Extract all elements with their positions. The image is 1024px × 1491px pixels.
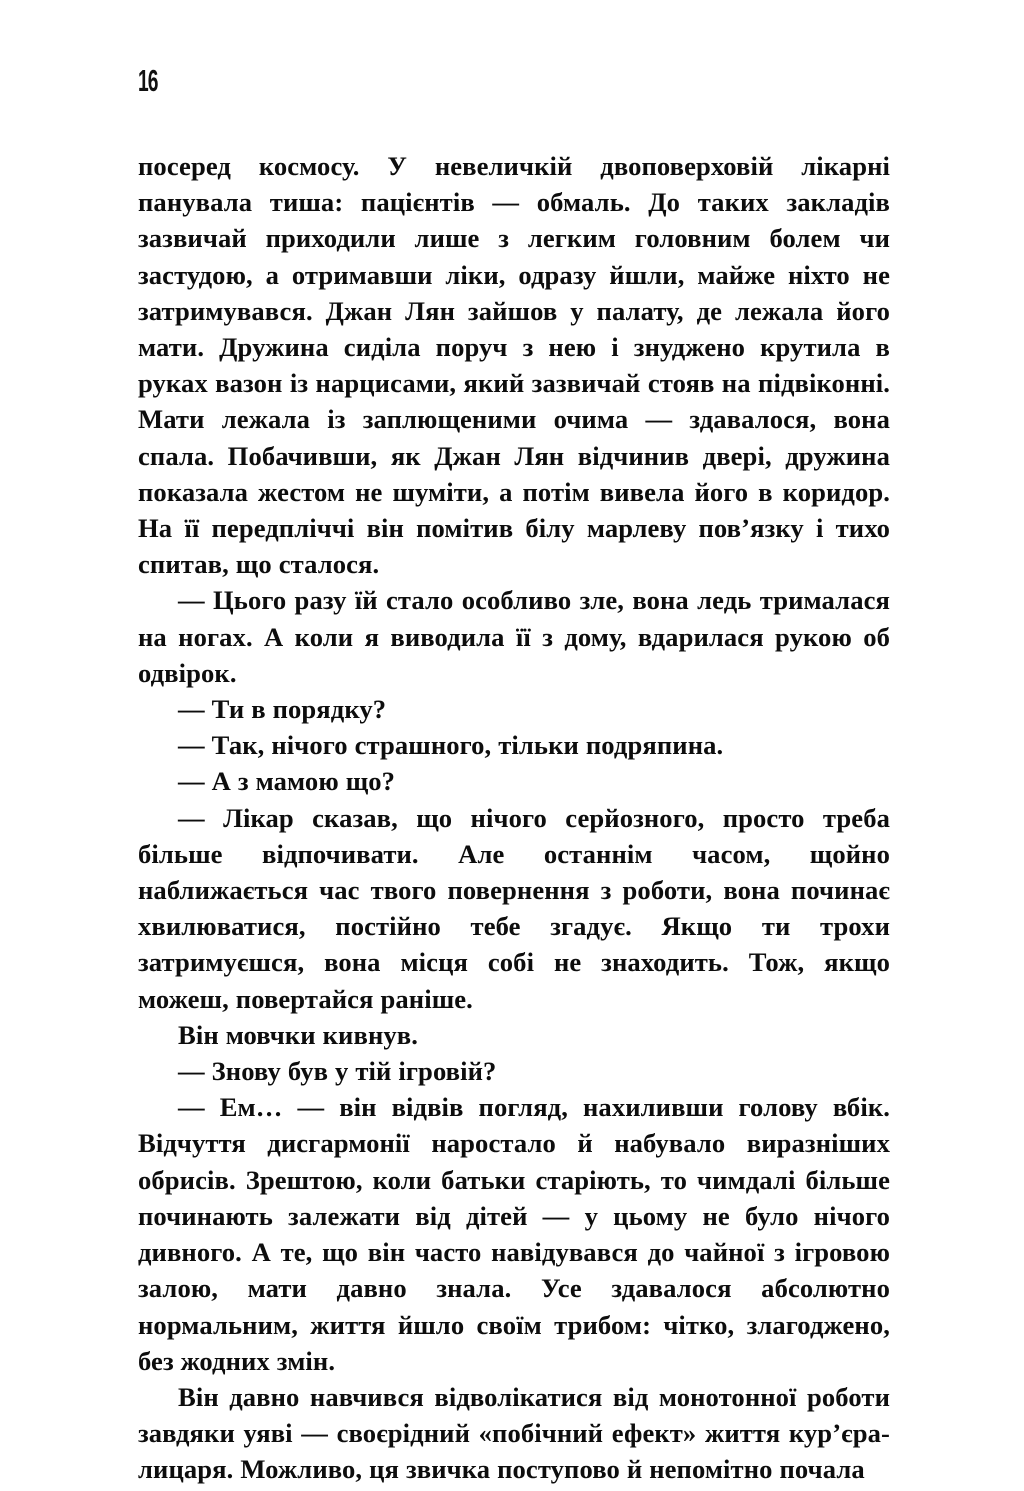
paragraph: Він давно навчився відволікатися від монотонної роботи завдяки уяві — своєрідний «побічний ефект» життя кур’єра-лицаря. Можливо, ця звичка поступово й непомітно почала (138, 1381, 890, 1485)
paragraph: Він мовчки кивнув. (178, 1019, 418, 1050)
paragraph: посеред космосу. У невеличкій двоповерховій лікарні панувала тиша: пацієнтів — обмаль. До таких закладів зазвичай приходили лише з легким головним болем чи застудою, а отримавши ліки, одразу йшли, майже ніхто не затримувався. Джан Лян зайшов у палату, де лежала його мати. Дружина сиділа поруч з нею і знуджено крутила в руках вазон із нарцисами, який зазвичай стояв на підвіконні. Мати лежала із заплющеними очима — здавалося, вона спала. Побачивши, як Джан Лян відчинив двері, дружина показала жестом не шуміти, а потім вивела його в коридор. На її передпліччі він помітив білу марлеву пов’язку і тихо спитав, що сталося. (138, 151, 890, 580)
dialogue-line: — Знову був у тій ігровій? (178, 1056, 497, 1087)
dialogue-line: — Ем… — він відвів погляд, нахиливши голову вбік. Відчуття дисгармонії наростало й набувало виразніших обрисів. Зрештою, коли батьки старіють, то чимдалі більше починають залежати від дітей — у цьому не було нічого дивного. А те, що він часто навідувався до чайної з ігровою залою, мати давно знала. Усе здавалося абсолютно нормальним, життя йшло своїм трибом: чітко, злагоджено, без жодних змін. (138, 1092, 890, 1376)
dialogue-line: — Ти в порядку? (178, 694, 387, 725)
dialogue-line: — Так, нічого страшного, тільки подряпина. (178, 730, 724, 761)
paragraph: — Цього разу їй стало особливо зле, вона ледь трималася на ногах. А коли я виводила її з дому, вдарилася рукою об одвірок. (138, 585, 890, 688)
dialogue-line: — А з мамою що? (178, 766, 396, 797)
page-number: 16 (138, 63, 158, 98)
dialogue-line: — Лікар сказав, що нічого серйозного, просто треба більше відпочивати. Але останнім часом, щойно наближається час твого повернення з роботи, вона починає хвилюватися, постійно тебе згадує. Якщо ти трохи затримуєшся, вона місця собі не знаходить. Тож, якщо можеш, повертайся раніше. (138, 802, 890, 1014)
body-text-column (138, 148, 890, 1488)
